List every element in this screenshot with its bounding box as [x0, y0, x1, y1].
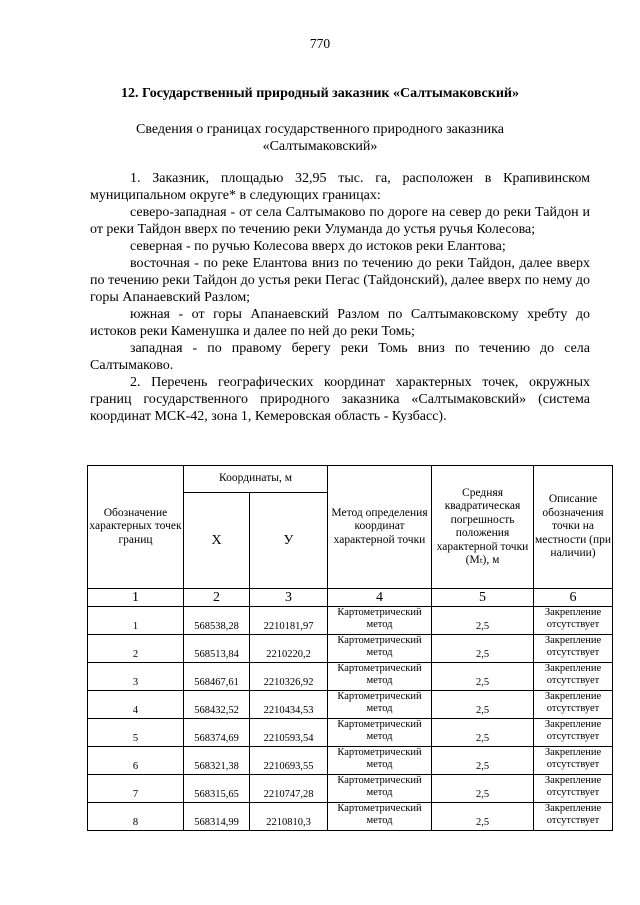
point-number: 8: [88, 803, 184, 831]
method-line-1: Картометрический: [337, 607, 422, 618]
x-coordinate: 568432,52: [184, 691, 250, 719]
method-line-1: Картометрический: [337, 803, 422, 814]
y-coordinate: 2210693,55: [250, 747, 328, 775]
method-cell: [328, 691, 432, 719]
page-number: 770: [309, 36, 331, 51]
x-coordinate: 568321,38: [184, 747, 250, 775]
point-number: 1: [88, 607, 184, 635]
method-cell: [328, 747, 432, 775]
description-cell: [534, 635, 613, 663]
x-coordinate: 568314,99: [184, 803, 250, 831]
y-coordinate: 2210434,53: [250, 691, 328, 719]
document-subtitle: [60, 121, 580, 155]
error-value: 2,5: [432, 719, 534, 747]
method-line-2: метод: [366, 759, 393, 770]
method-cell: [328, 719, 432, 747]
method-line-1: Картометрический: [337, 635, 422, 646]
method-cell: [328, 803, 432, 831]
x-coordinate: 568513,84: [184, 635, 250, 663]
header-x: Х: [184, 493, 250, 589]
description-line-1: Закрепление: [544, 691, 602, 702]
point-number: 2: [88, 635, 184, 663]
description-cell: [534, 691, 613, 719]
method-line-1: Картометрический: [337, 719, 422, 730]
paragraph-east-boundary: восточная - по реке Елантова вниз по течению до реки Тайдон, далее вверх по течению реки Тайдон до устья реки Пегас (Тайдонский), далее вверх по нему до горы Апанаевский Разлом;: [90, 256, 590, 305]
description-cell: [534, 803, 613, 831]
point-number: 5: [88, 719, 184, 747]
method-line-1: Картометрический: [337, 747, 422, 758]
table-row: [88, 747, 613, 775]
header-coordinates: Координаты, м: [184, 466, 328, 493]
y-coordinate: 2210181,97: [250, 607, 328, 635]
y-coordinate: 2210326,92: [250, 663, 328, 691]
description-line-1: Закрепление: [544, 663, 602, 674]
method-cell: [328, 775, 432, 803]
method-line-2: метод: [366, 815, 393, 826]
error-value: 2,5: [432, 747, 534, 775]
description-line-2: отсутствует: [546, 759, 600, 770]
paragraph-coordinates-intro: 2. Перечень географических координат характерных точек, окружных границ государственного природного заказника «Салтымаковский» (система координат МСК-42, зона 1, Кемеровская область - Кузбасс).: [90, 375, 590, 424]
column-number: 6: [534, 589, 613, 607]
column-number: 2: [184, 589, 250, 607]
header-y: У: [250, 493, 328, 589]
table-row: [88, 607, 613, 635]
description-line-2: отсутствует: [546, 731, 600, 742]
point-number: 6: [88, 747, 184, 775]
error-value: 2,5: [432, 635, 534, 663]
table-row: [88, 803, 613, 831]
method-cell: [328, 635, 432, 663]
point-number: 3: [88, 663, 184, 691]
description-cell: [534, 775, 613, 803]
method-line-2: метод: [366, 647, 393, 658]
document-title: 12. Государственный природный заказник «Салтымаковский»: [121, 86, 519, 101]
column-number: 5: [432, 589, 534, 607]
method-cell: [328, 663, 432, 691]
y-coordinate: 2210593,54: [250, 719, 328, 747]
description-cell: [534, 607, 613, 635]
column-number: 1: [88, 589, 184, 607]
error-value: 2,5: [432, 663, 534, 691]
column-number-row: [88, 589, 613, 607]
description-line-1: Закрепление: [544, 719, 602, 730]
table-row: [88, 691, 613, 719]
error-value: 2,5: [432, 775, 534, 803]
y-coordinate: 2210810,3: [250, 803, 328, 831]
description-line-1: Закрепление: [544, 803, 602, 814]
description-line-2: отсутствует: [546, 815, 600, 826]
table-row: [88, 663, 613, 691]
method-cell: [328, 607, 432, 635]
method-line-1: Картометрический: [337, 691, 422, 702]
y-coordinate: 2210747,28: [250, 775, 328, 803]
description-line-1: Закрепление: [544, 775, 602, 786]
description-line-2: отсутствует: [546, 787, 600, 798]
column-number: 3: [250, 589, 328, 607]
x-coordinate: 568315,65: [184, 775, 250, 803]
column-number: 4: [328, 589, 432, 607]
description-line-2: отсутствует: [546, 703, 600, 714]
description-cell: [534, 663, 613, 691]
point-number: 4: [88, 691, 184, 719]
paragraph-west-boundary: западная - по правому берегу реки Томь вниз по течению до села Салтымаково.: [90, 341, 590, 373]
error-value: 2,5: [432, 691, 534, 719]
x-coordinate: 568374,69: [184, 719, 250, 747]
description-cell: [534, 719, 613, 747]
description-line-1: Закрепление: [544, 747, 602, 758]
description-cell: [534, 747, 613, 775]
description-line-1: Закрепление: [544, 635, 602, 646]
subtitle-line-1: Сведения о границах государственного природного заказника: [136, 122, 504, 137]
paragraph-northwest-boundary: северо-западная - от села Салтымаково по дороге на север до реки Тайдон и от реки Тайдон вверх по течению реки Улуманда до устья ручья Колесова;: [90, 205, 590, 237]
description-line-2: отсутствует: [546, 675, 600, 686]
table-row: [88, 719, 613, 747]
description-line-1: Закрепление: [544, 607, 602, 618]
x-coordinate: 568467,61: [184, 663, 250, 691]
description-line-2: отсутствует: [546, 619, 600, 630]
paragraph-south-boundary: южная - от горы Апанаевский Разлом по Салтымаковскому хребту до истоков реки Каменушка и далее по ней до реки Томь;: [90, 307, 590, 339]
table-row: [88, 635, 613, 663]
method-line-1: Картометрический: [337, 775, 422, 786]
error-value: 2,5: [432, 607, 534, 635]
description-line-2: отсутствует: [546, 647, 600, 658]
header-method: Метод определения координат характерной точки: [328, 466, 432, 589]
coordinates-table: [87, 465, 613, 831]
error-value: 2,5: [432, 803, 534, 831]
method-line-2: метод: [366, 619, 393, 630]
x-coordinate: 568538,28: [184, 607, 250, 635]
header-description: Описание обозначения точки на местности (при наличии): [534, 466, 613, 589]
paragraph-north-boundary: северная - по ручью Колесова вверх до истоков реки Елантова;: [130, 239, 506, 254]
method-line-2: метод: [366, 787, 393, 798]
method-line-2: метод: [366, 703, 393, 714]
y-coordinate: 2210220,2: [250, 635, 328, 663]
method-line-2: метод: [366, 731, 393, 742]
point-number: 7: [88, 775, 184, 803]
header-designation: Обозначение характерных точек границ: [88, 466, 184, 589]
paragraph-area: 1. Заказник, площадью 32,95 тыс. га, расположен в Крапивинском муниципальном округе* в следующих границах:: [90, 171, 590, 203]
subtitle-line-2: «Салтымаковский»: [262, 139, 378, 154]
boundary-description: [90, 170, 590, 425]
method-line-2: метод: [366, 675, 393, 686]
method-line-1: Картометрический: [337, 663, 422, 674]
table-row: [88, 775, 613, 803]
header-error: Средняя квадратическая погрешность положения характерной точки (Mₜ), м: [432, 466, 534, 589]
coordinates-table-body: [88, 607, 613, 831]
